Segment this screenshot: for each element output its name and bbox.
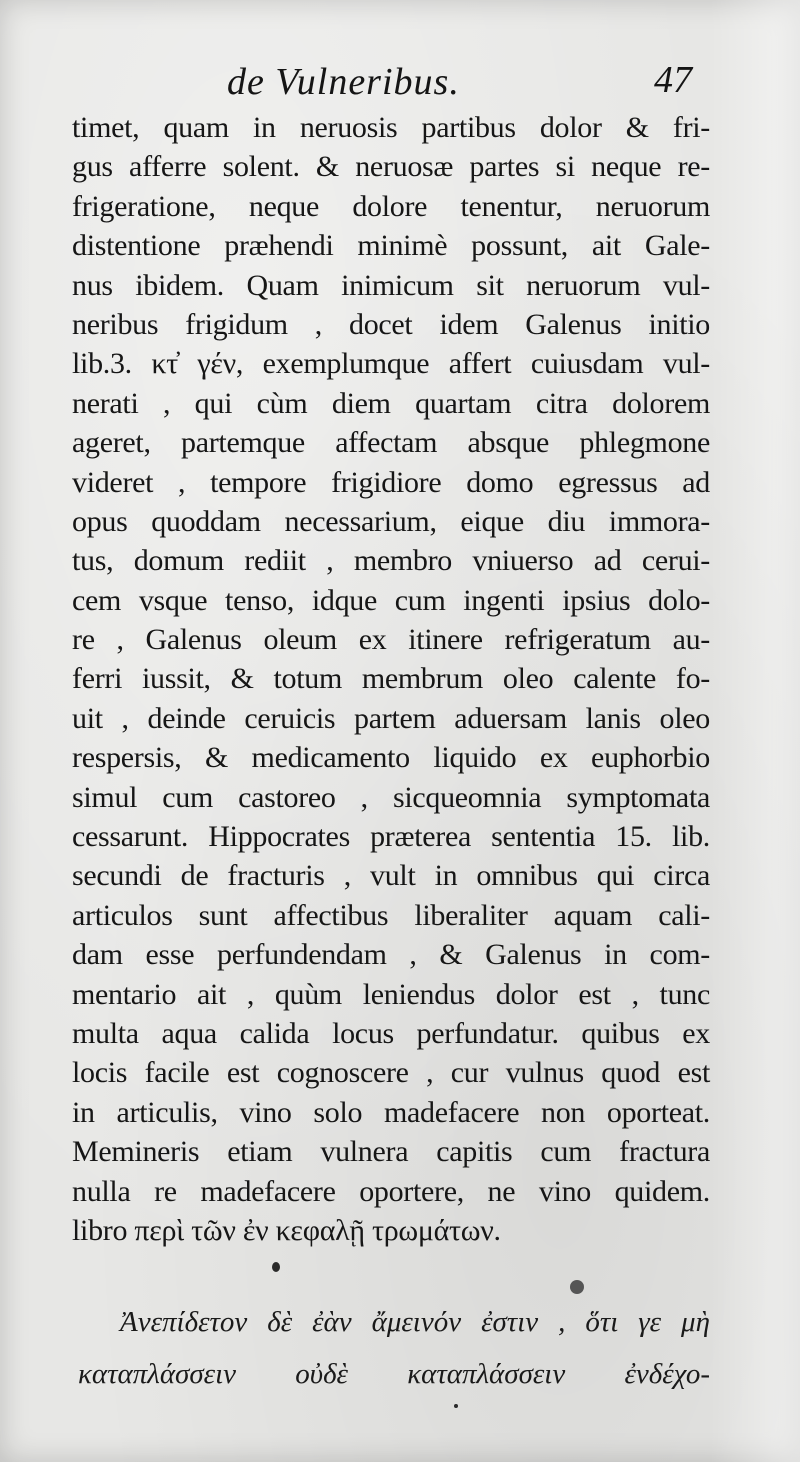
ink-speck [570, 1280, 584, 1294]
text-line: distentione præhendi minimè possunt, ait Gale- [72, 229, 710, 263]
greek-quote-line: καταπλάσσειν οὐδὲ καταπλάσσειν ἐνδέχο- [78, 1358, 710, 1390]
page-number: 47 [654, 59, 692, 101]
page-header [72, 58, 692, 108]
text-line: uit , deinde ceruicis partem aduersam lanis oleo [72, 701, 710, 735]
text-line: multa aqua calida locus perfundatur. quibus ex [72, 1016, 710, 1050]
text-line: respersis, & medicamento liquido ex euphorbio [72, 741, 710, 775]
text-line: ferri iussit, & totum membrum oleo calente fo- [72, 662, 710, 696]
text-line: timet, quam in neruosis partibus dolor & fri- [72, 111, 710, 144]
greek-quote-line: Ἀνεπίδετον δὲ ἐὰν ἄμεινόν ἐστιν , ὅτι γε μὴ [120, 1306, 710, 1338]
running-head: de Vulneribus. [227, 61, 460, 103]
text-line: articulos sunt affectibus liberaliter aquam cali- [72, 898, 710, 932]
text-line: tus, domum rediit , membro vniuerso ad cerui- [72, 544, 710, 578]
ink-speck [454, 1404, 458, 1408]
text-line: locis facile est cognoscere , cur vulnus quod est [72, 1056, 710, 1090]
text-line: videret , tempore frigidiore domo egressus ad [72, 465, 710, 499]
text-line: cessarunt. Hippocrates præterea sententia 15. lib. [72, 820, 710, 854]
text-line: frigeratione, neque dolore tenentur, neruorum [72, 189, 710, 223]
text-line: nus ibidem. Quam inimicum sit neruorum vul- [72, 268, 710, 302]
text-line: nulla re madefacere oportere, ne vino quidem. [72, 1174, 710, 1208]
text-line: in articulis, vino solo madefacere non oporteat. [72, 1095, 710, 1129]
text-line: simul cum castoreo , sicqueomnia symptomata [72, 780, 710, 814]
text-line: gus afferre solent. & neruosæ partes si neque re- [72, 150, 710, 184]
text-line: secundi de fracturis , vult in omnibus qui circa [72, 859, 710, 893]
text-line: ageret, partemque affectam absque phlegmone [72, 426, 710, 460]
text-line-greek-citation: libro περὶ τῶν ἐν κεφαλῇ τρωμάτων. [72, 1213, 501, 1247]
body-text [72, 108, 710, 1250]
text-line: re , Galenus oleum ex itinere refrigeratum au- [72, 623, 710, 657]
ink-speck [272, 1262, 280, 1272]
text-line: cem vsque tenso, idque cum ingenti ipsius dolo- [72, 583, 710, 617]
text-line: nerati , qui cùm diem quartam citra dolorem [72, 386, 710, 420]
text-line: opus quoddam necessarium, eique diu immora- [72, 504, 710, 538]
text-line: neribus frigidum , docet idem Galenus initio [72, 307, 710, 341]
text-line: mentario ait , quùm leniendus dolor est , tunc [72, 977, 710, 1011]
text-line: Memineris etiam vulnera capitis cum fractura [72, 1135, 710, 1169]
text-line: dam esse perfundendam , & Galenus in com- [72, 938, 710, 972]
greek-quote [78, 1296, 710, 1400]
text-line: lib.3. κτ̓ γέν, exemplumque affert cuiusdam vul- [72, 347, 710, 381]
